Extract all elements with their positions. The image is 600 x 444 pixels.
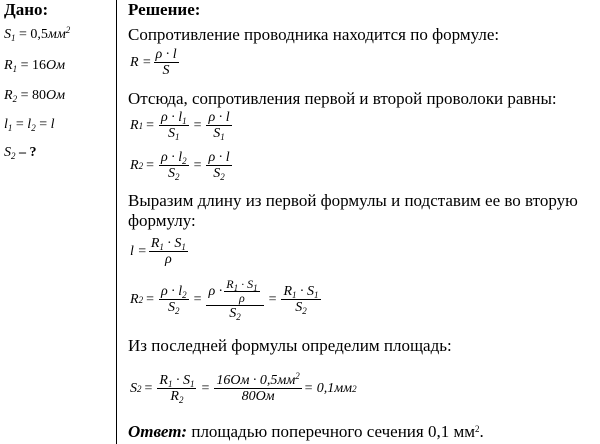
given-find: $S_2$ – ?	[4, 145, 37, 161]
formula-length: l = $\frac{R_1 \cdot S_1}{\rho}$	[130, 236, 186, 267]
answer: Ответ: площадью поперечного сечения 0,1 $мм^2$.	[128, 422, 484, 441]
formula-resistance: R = $\frac{\rho \cdot l}{S}$	[130, 47, 177, 78]
formula-area: S 2 = $\frac{R_1 \cdot S_1}{R_2}$ = $\frac{16Ом \cdot 0,5мм^2}{80Ом}$ = 0,1мм 2	[130, 371, 357, 405]
solution-text-2: Отсюда, сопротивления первой и второй проволоки равны:	[128, 89, 557, 108]
given-s1: $S_1 = 0,5мм^2$	[4, 25, 71, 43]
formula-r2-substituted: R 2 = $\frac{\rho \cdot l_2}{S_2}$ = ρ · $\frac{R_1 \cdot S_1}{\rho}$ $S_2$ = $\frac{R_1 \cdot S_1}{S_2}$	[130, 277, 319, 322]
given-heading: Дано:	[4, 0, 49, 19]
solution-text-3: Выразим длину из первой формулы и подставим ее во вторую формулу:	[128, 191, 578, 230]
given-r2: $R_2 = 80Ом$	[4, 88, 66, 104]
solution-column	[128, 0, 600, 444]
given-lengths: $l_1 = l_2 = l$	[4, 117, 55, 133]
given-r1: $R_1 = 16Ом$	[4, 58, 66, 74]
formula-r2: R 2 = $\frac{\rho \cdot l_2}{S_2}$ = $\frac{\rho \cdot l}{S_2}$	[130, 150, 230, 182]
column-divider	[116, 0, 117, 444]
given-column	[0, 0, 113, 444]
formula-r1: R 1 = $\frac{\rho \cdot l_1}{S_1}$ = $\frac{\rho \cdot l}{S_1}$	[130, 110, 230, 142]
solution-text-1: Сопротивление проводника находится по формуле:	[128, 25, 500, 44]
solution-heading: Решение:	[128, 0, 201, 19]
solution-text-4: Из последней формулы определим площадь:	[128, 336, 452, 355]
